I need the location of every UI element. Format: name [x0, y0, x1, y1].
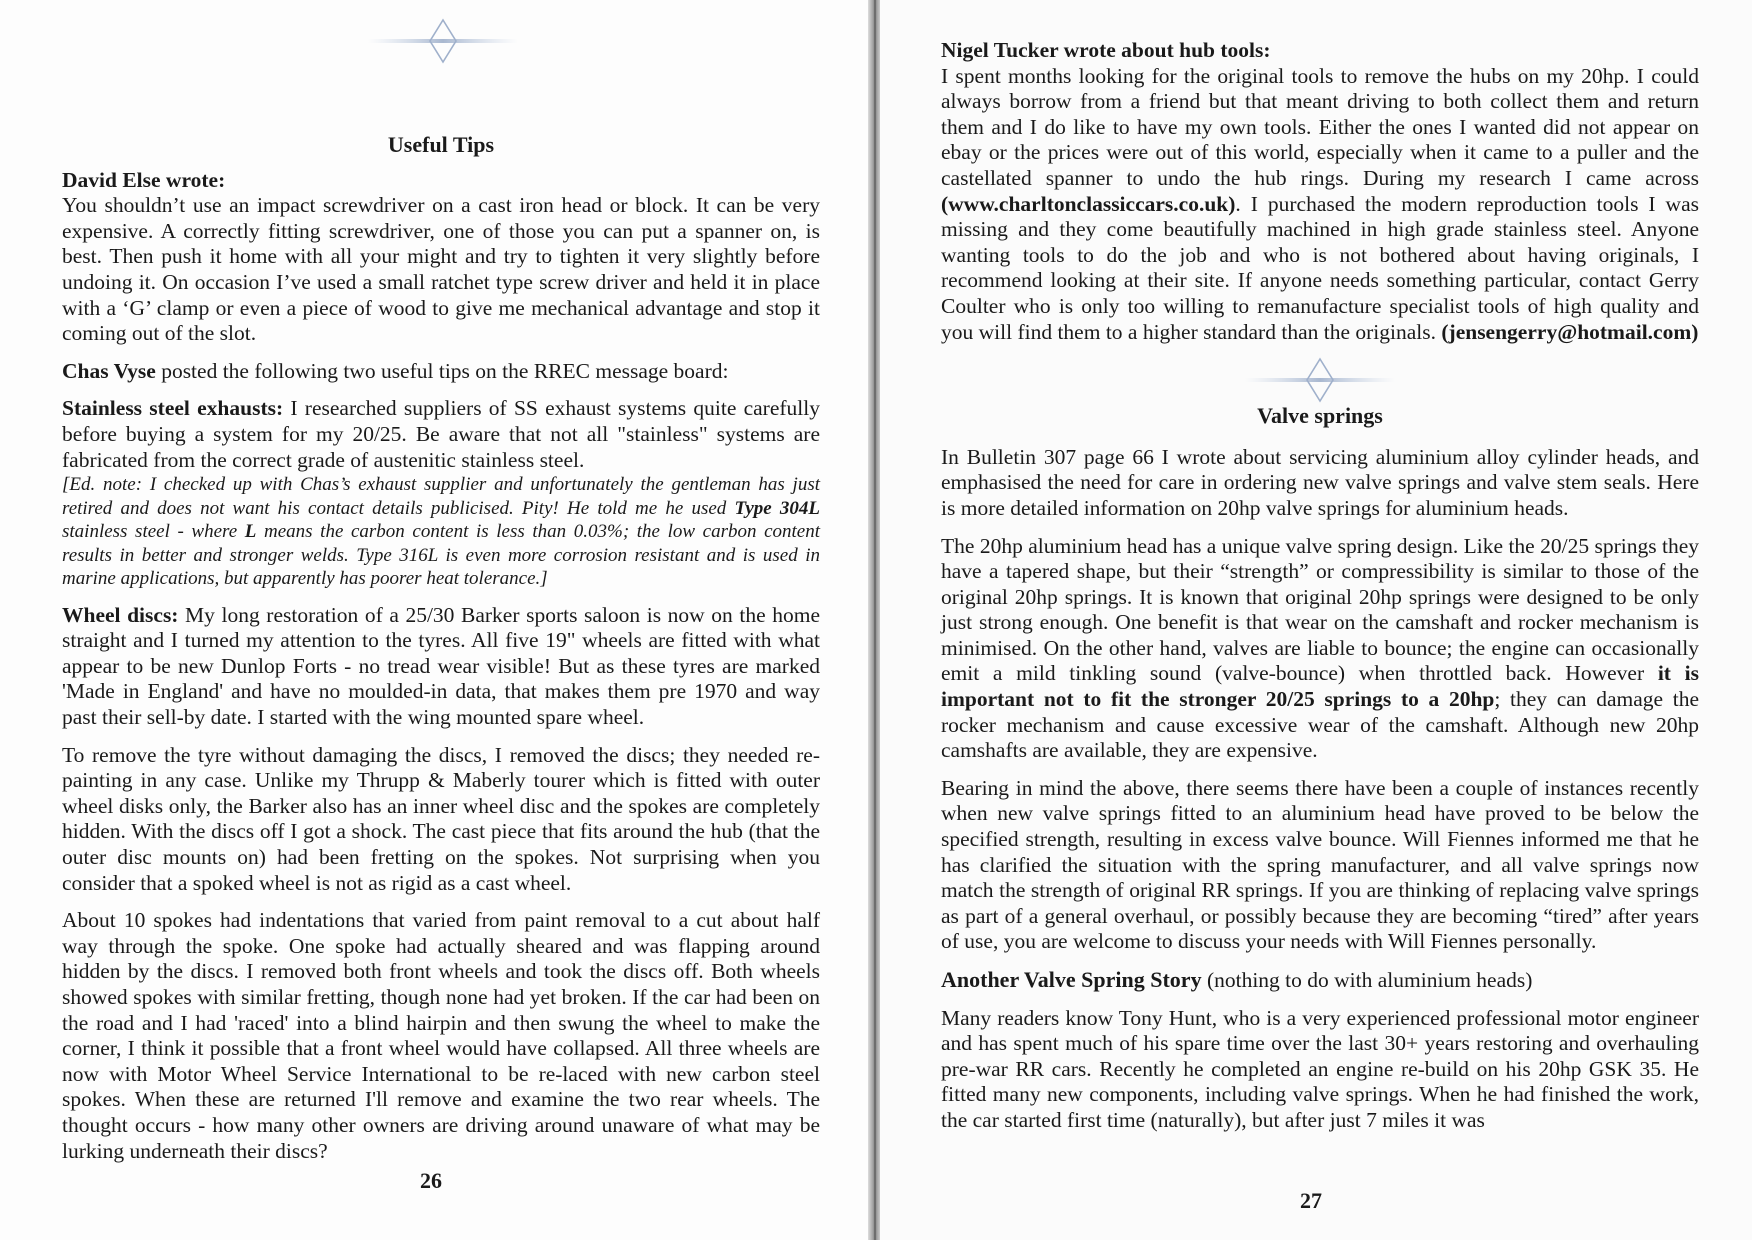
- website-link[interactable]: (www.charltonclassiccars.co.uk): [941, 191, 1236, 216]
- another-story-heading: [941, 967, 1699, 994]
- tip-label: Stainless steel exhausts:: [62, 396, 284, 421]
- editor-note-text: stainless steel - where: [62, 521, 245, 543]
- author-name: Chas Vyse: [62, 358, 156, 383]
- editor-note-bold: Type 304L: [734, 497, 820, 519]
- editor-note: [62, 473, 820, 591]
- subheading: Another Valve Spring Story: [941, 967, 1202, 992]
- editor-note-text: means the carbon content is less than 0.03%; the low carbon content results in better and stronger welds. Type 316L is even more corrosion resistant and is used in marine applications, but apparently has poorer heat tolerance.]: [62, 521, 820, 590]
- paragraph: . I purchased the modern reproduction tools I was missing and they come beautifully machined in high grade stainless steel. Anyone wanting tools to do the job and who is not bothered about having originals, I recommend looking at their site. If anyone needs something particular, contact Gerry Coulter who is only too willing to remanufacture specialist tools of high quality and you will find them to a higher standard than the originals.: [941, 191, 1699, 344]
- author-label: Nigel Tucker wrote about hub tools:: [941, 38, 1271, 62]
- valve-spring-design: [941, 534, 1699, 764]
- paragraph: My long restoration of a 25/30 Barker sports saloon is now on the home straight and I turned my attention to the tyres. All five 19" wheels are fitted with what appear to be new Dunlop Forts - no tread wear visible! But as these tyres are marked 'Made in England' and have no moulded-in data, that makes them pre 1970 and way past their sell-by date. I started with the wing mounted spare wheel.: [62, 602, 820, 729]
- tip-stainless-exhausts: [62, 396, 820, 473]
- paragraph: I spent months looking for the original tools to remove the hubs on my 20hp. I could always borrow from a friend but that meant driving to both collect them and return them and I do like to have my own tools. Either the ones I wanted did not appear on ebay or the prices were out of this world, especially when it came to a puller and the castellated spanner to undo the hub rings. During my research I came across: [941, 63, 1699, 190]
- paragraph: About 10 spokes had indentations that varied from paint removal to a cut about half way through the spoke. One spoke had actually sheared and was flapping around hidden by the discs. I removed both front wheels and took the discs off. Both wheels showed spokes with similar fretting, though none had yet broken. If the car had been on the road and I had 'raced' into a blind hairpin and then swung the wheel to make the corner, I think it possible that a front wheel would have collapsed. All three wheels are now with Motor Wheel Service International to be re-laced with new carbon steel spokes. When these are returned I'll remove and examine the two rear wheels. The thought occurs - how many other owners are driving around unaware of what may be lurking underneath their discs?: [62, 908, 820, 1163]
- ornament-divider-icon: [368, 18, 518, 64]
- page-number: 27: [1300, 1188, 1322, 1213]
- editor-note-bold: L: [244, 521, 257, 543]
- editor-note-text: [Ed. note: I checked up with Chas’s exhaust supplier and unfortunately the gentleman has just retired and does not want his contact details publicised. Pity! He told me he used: [62, 474, 820, 519]
- right-column: [941, 38, 1699, 1134]
- left-page: [0, 0, 872, 1240]
- paragraph: You shouldn’t use an impact screwdriver on a cast iron head or block. It can be very expensive. A correctly fitting screwdriver, one of those you can put a spanner on, is best. Then push it home with all your might and try to tighten it very slightly before undoing it. On occasion I’ve used a small ratchet type screw driver and held it in place with a ‘G’ clamp or even a piece of wood to give me mechanical advantage and stop it coming out of the slot.: [62, 193, 820, 346]
- paragraph: To remove the tyre without damaging the discs, I removed the discs; they needed re-painting in any case. Unlike my Thrupp & Maberly tourer which is fitted with outer wheel disks only, the Barker also has an inner wheel disc and the spokes are completely hidden. With the discs off I got a shock. The cast piece that fits around the hub (that the outer disc mounts on) had been fretting on the spokes. Not surprising when you consider that a spoked wheel is not as rigid as a cast wheel.: [62, 742, 820, 895]
- paragraph: posted the following two useful tips on the RREC message board:: [155, 358, 729, 383]
- tip-david-else: [62, 168, 820, 347]
- paragraph: In Bulletin 307 page 66 I wrote about servicing aluminium alloy cylinder heads, and emphasised the need for care in ordering new valve springs and valve stem seals. Here is more detailed information on 20hp valve springs for aluminium heads.: [941, 444, 1699, 520]
- left-column: [62, 132, 820, 1176]
- subheading-note: (nothing to do with aluminium heads): [1201, 968, 1533, 992]
- warning-text: it is important not to fit the stronger 20/25 springs to a 20hp: [941, 661, 1699, 712]
- right-page: [880, 0, 1752, 1240]
- section-title: Valve springs: [1257, 403, 1383, 429]
- ornament-divider-icon: [1245, 357, 1395, 403]
- paragraph: I researched suppliers of SS exhaust systems quite carefully before buying a system for my 20/25. Be aware that not all "stainless" systems are fabricated from the correct grade of austenitic stainless steel.: [62, 396, 820, 472]
- tip-label: Wheel discs:: [62, 602, 179, 627]
- paragraph: The 20hp aluminium head has a unique valve spring design. Like the 20/25 springs they have a tapered shape, but their “strength” or compressibility is similar to those of the original 20hp springs. It is known that original 20hp springs were designed to be only just strong enough. One benefit is that wear on the camshaft and rocker mechanism is minimised. On the other hand, valves are liable to bounce; the engine can occasionally emit a mild tinkling sound (valve-bounce) when throttled back. However: [941, 533, 1699, 686]
- chas-vyse-intro: [62, 359, 820, 385]
- tip-nigel-tucker: [941, 38, 1699, 345]
- page-title: Useful Tips: [387, 132, 495, 157]
- paragraph: Many readers know Tony Hunt, who is a very experienced professional motor engineer and has spent much of his spare time over the last 30+ years restoring and overhauling pre-war RR cars. Recently he completed an engine re-build on his 20hp GSK 35. He fitted many new components, including valve springs. When he had finished the work, the car started first time (naturally), but after just 7 miles it was: [941, 1005, 1699, 1132]
- paragraph: Bearing in mind the above, there seems there have been a couple of instances recently when new valve springs fitted to an aluminium head have proved to be below the specified strength, resulting in excess valve bounce. Will Fiennes informed me that he has clarified the situation with the spring manufacturer, and all valve springs now match the strength of original RR springs. If you are thinking of replacing valve springs as part of a general overhaul, or possibly because they are becoming “tired” after years of use, you are welcome to discuss your needs with Will Fiennes personally.: [941, 775, 1699, 954]
- paragraph: ; they can damage the rocker mechanism and cause excessive wear of the camshaft. Although new 20hp camshafts are available, they are expensive.: [941, 687, 1699, 763]
- author-label: David Else wrote:: [62, 167, 226, 192]
- page-number: 26: [420, 1168, 442, 1193]
- email-link[interactable]: (jensengerry@hotmail.com): [1441, 319, 1699, 344]
- tip-wheel-discs: [62, 603, 820, 731]
